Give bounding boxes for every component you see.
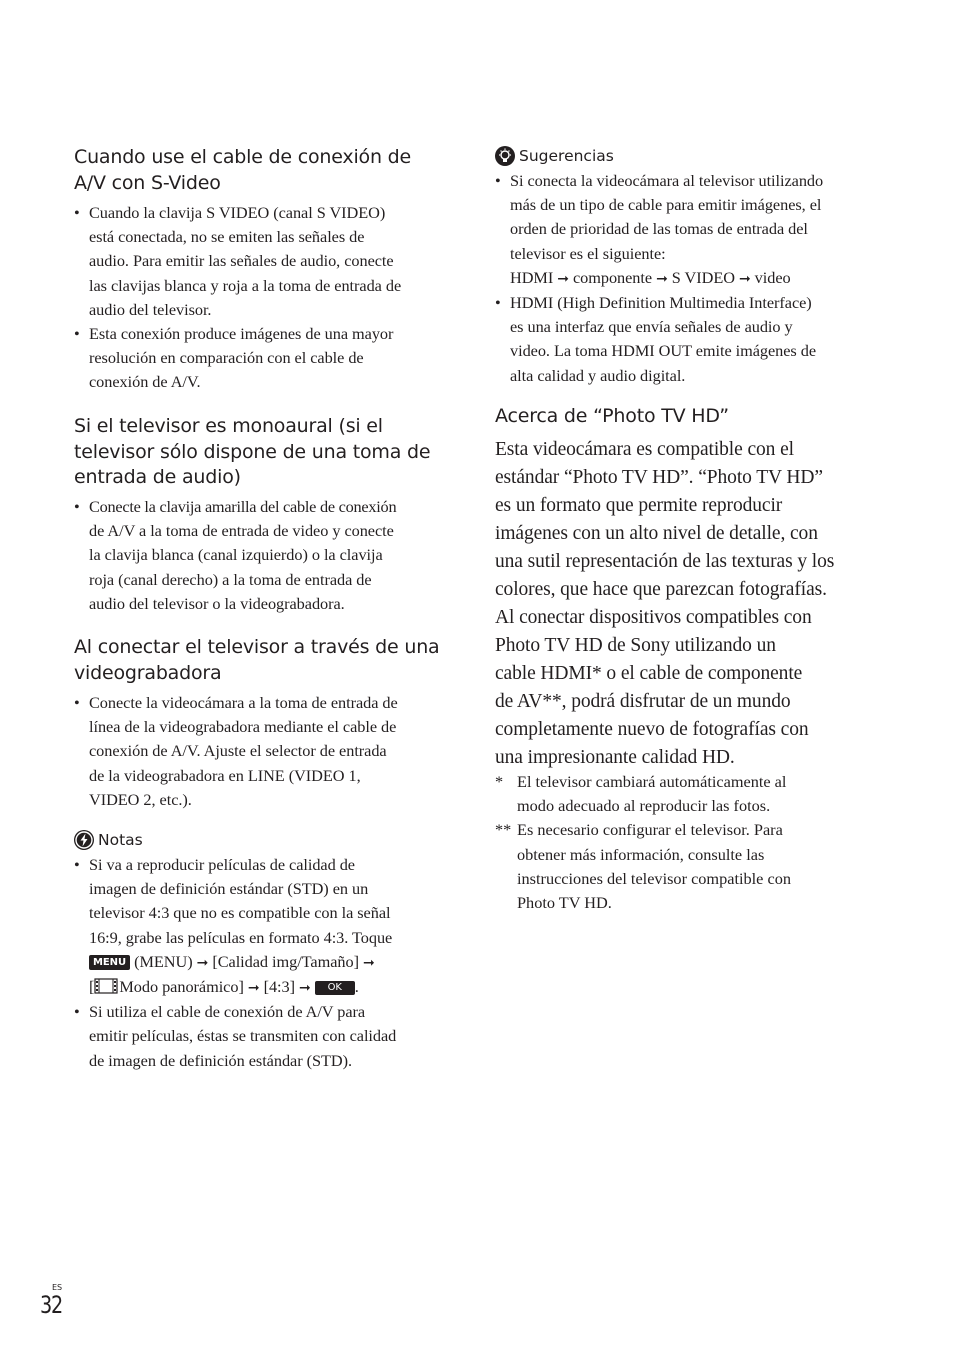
footnote-item: ** Es necesario configurar el televisor. Para obtener más información, consulte las instrucciones del televisor compatible con Photo TV HD.	[495, 820, 791, 913]
tips-label: Sugerencias	[519, 147, 614, 165]
s-video-list	[74, 201, 401, 395]
footnotes	[495, 770, 791, 915]
arrow-right-icon: ➞	[299, 980, 311, 997]
heading-mono-tv: Si el televisor es monoaural (si el televisor sólo dispone de una toma de entrada de audio)	[74, 415, 431, 488]
page-footer	[40, 1283, 68, 1318]
menu-key-icon: MENU	[89, 955, 130, 970]
list-item: • Si conecta la videocámara al televisor utilizando más de un tipo de cable para emitir imágenes, el orden de prioridad de las tomas de entrada del televisor es el siguiente: HDMI ➞ componente ➞ S VIDEO ➞ video	[495, 169, 823, 291]
list-item: • Si va a reproducir películas de calidad de imagen de definición estándar (STD) en un televisor 4:3 que no es compatible con la señal 16:9, grabe las películas en formato 4:3. Toque MENU (MENU) ➞ [Calidad img/Tamaño] ➞ [ Modo panorámico] ➞ [4:3] ➞ OK .	[74, 853, 396, 1000]
arrow-right-icon: ➞	[738, 270, 751, 287]
list-item: • HDMI (High Definition Multimedia Interface) es una interfaz que envía señales de audio y video. La toma HDMI OUT emite imágenes de alta calidad y audio digital.	[495, 291, 823, 388]
mono-tv-list	[74, 495, 396, 616]
heading-photo-tv-hd: Acerca de “Photo TV HD”	[495, 405, 729, 427]
tips-header	[495, 145, 614, 167]
widescreen-film-icon	[94, 978, 118, 994]
list-item: • Conecte la videocámara a la toma de entrada de línea de la videograbadora mediante el cable de conexión de A/V. Ajuste el selector de entrada de la videograbadora en LINE (VIDEO 1, VIDEO 2, etc.).	[74, 691, 398, 812]
heading-vcr: Al conectar el televisor a través de una videograbadora	[74, 636, 440, 684]
list-item: • Cuando la clavija S VIDEO (canal S VIDEO) está conectada, no se emiten las señales de audio. Para emitir las señales de audio, conecte las clavijas blanca y roja a la toma de entrada de audio del televisor.	[74, 201, 401, 322]
photo-tv-hd-body: Esta videocámara es compatible con el estándar “Photo TV HD”. “Photo TV HD” es un formato que permite reproducir imágenes con un alto nivel de detalle, con una sutil representación de las texturas y los colores, que hace que parezcan fotografías. Al conectar dispositivos compatibles con Photo TV HD de Sony utilizando un cable HDMI* o el cable de componente de AV**, podrá disfrutar de un mundo completamente nuevo de fotografías con una impresionante calidad HD.	[495, 439, 835, 768]
tips-list	[495, 169, 823, 388]
arrow-right-icon: ➞	[656, 270, 668, 287]
notes-list	[74, 853, 396, 1073]
lightbulb-icon	[495, 146, 515, 166]
caution-icon	[74, 830, 94, 850]
arrow-right-icon: ➞	[363, 954, 375, 971]
list-item: • Si utiliza el cable de conexión de A/V para emitir películas, éstas se transmiten con calidad de imagen de definición estándar (STD).	[74, 1000, 396, 1073]
arrow-right-icon: ➞	[557, 270, 569, 287]
footnote-item: * El televisor cambiará automáticamente al modo adecuado al reproducir las fotos.	[495, 772, 787, 816]
heading-s-video: Cuando use el cable de conexión de A/V con S-Video	[74, 146, 411, 194]
vcr-list	[74, 691, 398, 812]
language-code: ES	[52, 1283, 63, 1292]
page-number: 32	[40, 1291, 63, 1319]
ok-key-icon: OK	[315, 981, 355, 995]
arrow-right-icon: ➞	[196, 954, 209, 971]
list-item: • Conecte la clavija amarilla del cable de conexión de A/V a la toma de entrada de video y conecte la clavija blanca (canal izquierdo) o la clavija roja (canal derecho) a la toma de entrada de audio del televisor o la videograbadora.	[74, 495, 396, 616]
list-item: • Esta conexión produce imágenes de una mayor resolución en comparación con el cable de conexión de A/V.	[74, 322, 401, 395]
notes-header	[74, 829, 143, 851]
priority-chain: HDMI ➞ componente ➞ S VIDEO ➞ video	[510, 267, 791, 287]
notes-label: Notas	[98, 831, 143, 849]
arrow-right-icon: ➞	[247, 980, 260, 997]
